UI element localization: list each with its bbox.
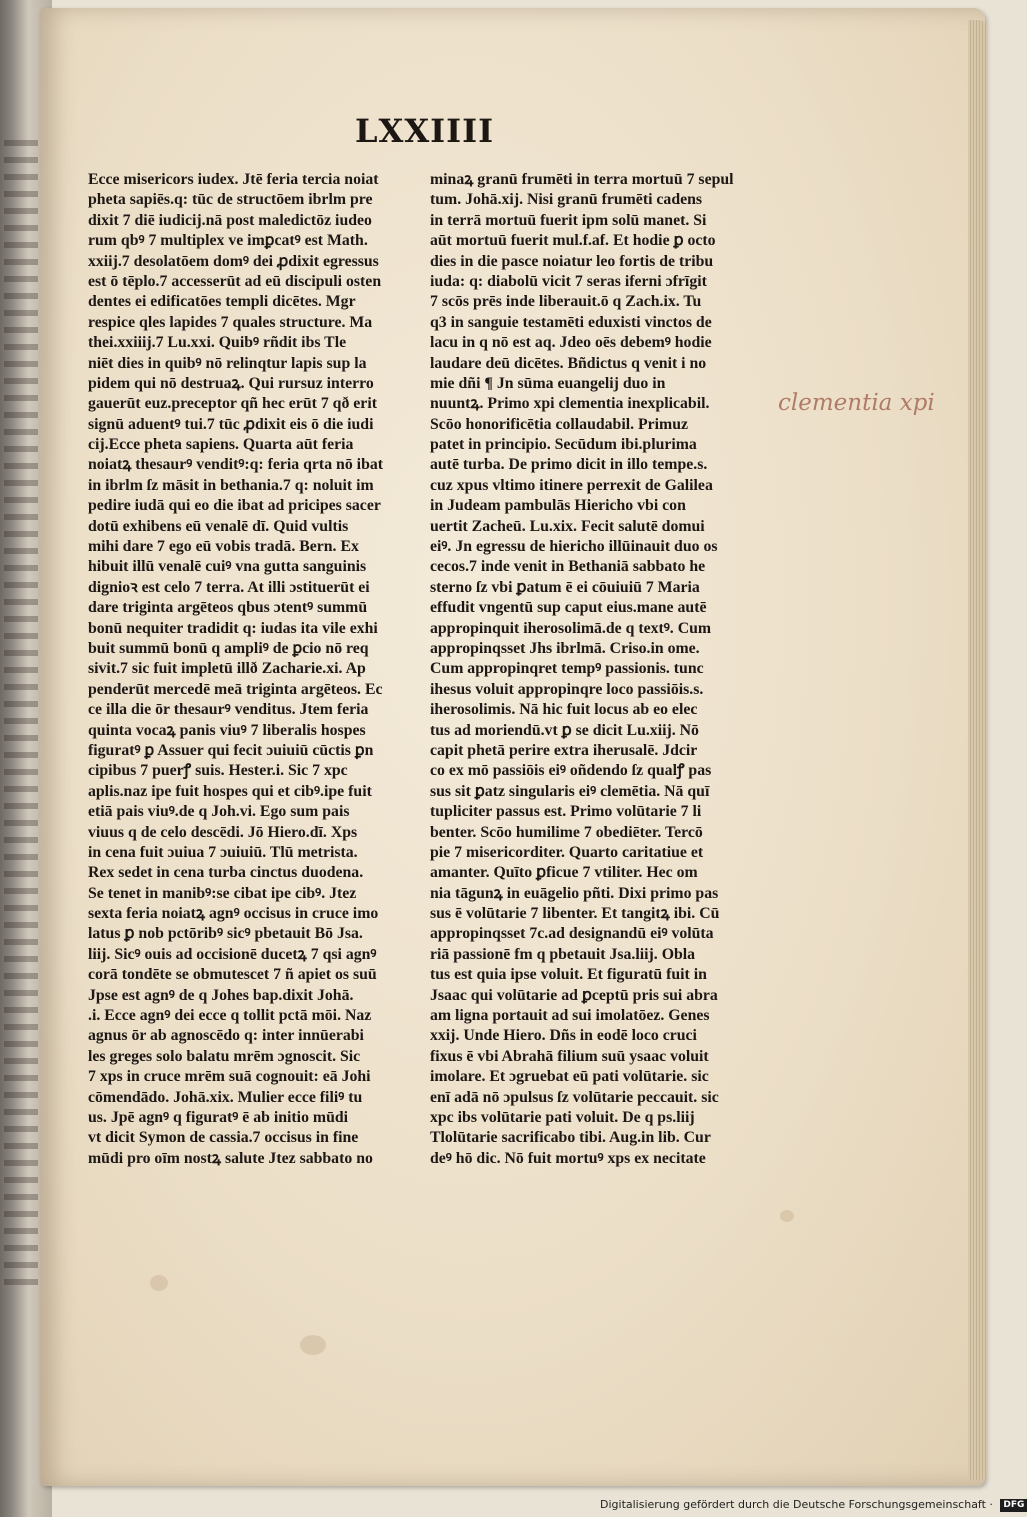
text-line: agnus ōr ab agnoscēdo q: inter innūerabi [88,1027,364,1045]
text-line: minaꝝ granū frumēti in terra mortuū 7 sepul [430,171,734,188]
text-line: Cum appropinqret tempꝰ passionis. tunc [430,660,704,678]
text-line: dentes ei edificatōes templi dicētes. Mgr [88,293,356,311]
text-line: sexta feria noiatꝝ agnꝰ occisus in cruce imo [88,905,379,923]
text-line: in Judeam pambulās Hiericho vbi con [430,497,686,515]
text-line: Tlolūtarie sacrificabo tibi. Aug.in lib. Cur [430,1129,711,1147]
credit-text: Digitalisierung gefördert durch die Deutsche Forschungsgemeinschaft · [600,1498,993,1511]
page-edges [968,20,988,1480]
text-line: dotū exhibens eū venalē dī. Quid vultis [88,517,349,535]
text-line: appropinqsset 7c.ad designandū eiꝰ volūta [430,925,714,943]
text-line: dies in die pasce noiatur leo fortis de tribu [430,252,714,270]
text-line: riā passionē fm q pbetauit Jsa.liij. Obla [430,945,696,963]
text-line: tupliciter passus est. Primo volūtarie 7 li [430,803,702,821]
text-line: amanter. Quīto ꝑficue 7 vtiliter. Hec om [430,864,698,882]
text-line: mūdi pro oīm nostꝝ salute Jtez sabbato no [88,1149,373,1167]
text-line: xpc ibs volūtarie pati voluit. De q ps.liij [430,1108,695,1126]
text-line: 7 scōs prēs inde liberauit.ō q Zach.ix. Tu [430,293,702,311]
text-line: sus sit ꝑatz singularis eiꝰ clemētia. Nā quī [430,782,710,800]
text-line: imolare. Et ɔgruebat eū pati volūtarie. sic [430,1068,709,1086]
text-line: bonū nequiter tradidit q: iudas ita vile exhi [88,619,378,637]
text-column-right [430,170,766,1169]
text-line: aplis.naz ipe fuit hospes qui et cibꝰ.ipe fuit [88,782,372,800]
text-line: viuus q de celo descēdi. Jō Hiero.dī. Xps [88,823,358,841]
text-line: Scōo honorificētia collaudabil. Primuz [430,415,689,433]
text-line: ihesus voluit appropinqre loco passiōis.s. [430,680,704,698]
text-line: pheta sapiēs.q: tūc de structōem ibrlm pre [88,191,373,209]
marginal-note: clementia xpi [778,390,935,416]
text-line: Rex sedet in cena turba cinctus duodena. [88,864,364,882]
text-line: iuda: q: diabolū vicit 7 seras iferni ɔfrīgit [430,272,707,290]
text-line: appropinqsset Jhs ibrlmā. Criso.in ome. [430,639,700,657]
text-line: ce illa die ōr thesaurꝰ venditus. Jtem feria [88,701,369,719]
text-line: q3 in sanguie testamēti eduxisti vinctos de [430,313,712,331]
text-line: figuratꝰ ꝑ Assuer qui fecit ɔuiuiū cūctis ꝑn [88,741,374,759]
text-line: etiā pais viuꝰ.de q Joh.vi. Ego sum pais [88,803,350,821]
text-line: 7 xps in cruce mrēm suā cognouit: eā Johi [88,1068,371,1086]
text-line: benter. Scōo humilime 7 obediēter. Tercō [430,823,703,841]
text-line: pidem qui nō destruaꝝ. Qui rursuz interro [88,374,374,392]
text-line: cōmendādo. Johā.xix. Mulier ecce filiꝰ tu [88,1088,363,1106]
text-line: cuz xpus vltimo itinere perrexit de Galilea [430,476,713,494]
paper-stain [300,1335,326,1355]
dfg-logo-icon: DFG [1000,1499,1027,1512]
text-line: dignioꝛ est celo 7 terra. At illi ɔstituerūt ei [88,578,370,596]
text-line: tum. Johā.xij. Nisi granū frumēti cadens [430,191,703,209]
text-line: deꝰ hō dic. Nō fuit mortuꝰ xps ex necitate [430,1149,706,1167]
text-line: Se tenet in manibꝰ:se cibat ipe cibꝰ. Jtez [88,884,357,902]
text-line: respice qles lapides 7 quales structure. Ma [88,313,373,331]
text-line: sterno ſz vbi ꝑatum ē ei cōuiuiū 7 Maria [430,578,700,596]
text-line: xxij. Unde Hiero. Dñs in eodē loco cruci [430,1027,697,1045]
text-line: dare triginta argēteos qbus ɔtentꝰ summū [88,599,368,617]
text-line: noiatꝝ thesaurꝰ venditꝰ:q: feria qrta nō ibat [88,456,384,474]
text-line: nuuntꝝ. Primo xpi clementia inexplicabil. [430,395,710,413]
text-line: penderūt mercedē meā triginta argēteos. Ec [88,680,383,698]
text-line: rum qbꝰ 7 multiplex ve imꝑcatꝰ est Math. [88,232,368,250]
text-line: capit phetā perire extra iherusalē. Jdcir [430,741,698,759]
text-line: am ligna portauit ad sui imolatōez. Genes [430,1007,710,1025]
text-line: corā tondēte se obmutescet 7 ñ apiet os suū [88,966,377,984]
text-line: Jpse est agnꝰ de q Johes bap.dixit Johā. [88,986,354,1004]
text-line: mie dñi ¶ Jn sūma euangelij duo in [430,374,666,392]
text-line: thei.xxiiij.7 Lu.xxi. Quibꝰ rñdit ibs Tle [88,334,347,352]
text-line: Ecce misericors iudex. Jtē feria tercia noiat [88,171,379,188]
text-line: gauerūt euz.preceptor qñ hec erūt 7 qð erit [88,395,377,413]
text-line: uertit Zacheū. Lu.xix. Fecit salutē domui [430,517,705,535]
text-line: laudare deū dicētes. Bñdictus q venit i no [430,354,707,372]
text-line: sus ē volūtarie 7 libenter. Et tangitꝝ ibi. Cū [430,905,720,923]
text-line: effudit vngentū sup caput eius.mane autē [430,599,707,617]
text-line: dixit 7 diē iudicij.nā post maledictōz iudeo [88,211,372,229]
folio-number: LXXIIII [355,112,495,150]
text-line: sivit.7 sic fuit impletū illð Zacharie.xi. Ap [88,660,366,678]
text-line: cecos.7 inde venit in Bethaniā sabbato he [430,558,706,576]
text-line: enī adā nō ɔpulsus ſz volūtarie peccauit. sic [430,1088,719,1106]
text-line: in terrā mortuū fuerit ipm solū manet. Si [430,211,707,229]
text-line: iherosolimis. Nā hic fuit locus ab eo elec [430,701,698,719]
text-line: .i. Ecce agnꝰ dei ecce q tollit pctā mōi. Naz [88,1007,372,1025]
text-line: les greges solo balatu mrēm ɔgnoscit. Sic [88,1047,361,1065]
text-line: buit summū bonū q ampliꝰ de ꝑcio nō req [88,639,369,657]
text-line: Jsaac qui volūtarie ad ꝑceptū pris sui abra [430,986,718,1004]
text-line: appropinquit iherosolimā.de q textꝰ. Cum [430,619,712,637]
text-line: xxiij.7 desolatōem domꝰ dei ꝓdixit egressus [88,252,379,270]
text-line: fixus ē vbi Abrahā filium suū ysaac voluit [430,1047,709,1065]
text-line: tus ad moriendū.vt ꝑ se dicit Lu.xiij. Nō [430,721,699,739]
text-line: lacu in q nō est aq. Jdeo oēs debemꝰ hodie [430,334,712,352]
text-line: nia tāgunꝝ in euāgelio pñti. Dixi primo pas [430,884,719,902]
text-line: autē turba. De primo dicit in illo tempe.s. [430,456,708,474]
text-line: niēt dies in quibꝰ nō relinqtur lapis sup la [88,354,367,372]
text-line: latus ꝑ nob pctōribꝰ sicꝰ pbetauit Bō Jsa. [88,925,363,943]
text-line: cij.Ecce pheta sapiens. Quarta aūt feria [88,436,354,454]
text-line: signū aduentꝰ tui.7 tūc ꝓdixit eis ō die iudi [88,415,374,433]
text-line: in ibrlm ſz māsit in bethania.7 q: noluit im [88,476,374,494]
text-line: quinta vocaꝝ panis viuꝰ 7 liberalis hospes [88,721,366,739]
text-line: est ō tēplo.7 accesserūt ad eū discipuli osten [88,272,382,290]
text-line: co ex mō passiōis eiꝰ oñdendo ſz qualꝭ pas [430,762,712,780]
text-line: pie 7 misericorditer. Quarto caritatiue et [430,843,704,861]
text-line: in cena fuit ɔuiua 7 ɔuiuiū. Tlū metrista. [88,843,358,861]
text-line: eiꝰ. Jn egressu de hiericho illūinauit duo os [430,538,718,556]
paper-stain [780,1210,794,1222]
text-line: us. Jpē agnꝰ q figuratꝰ ē ab initio mūdi [88,1108,349,1126]
text-line: vt dicit Symon de cassia.7 occisus in fine [88,1129,359,1147]
text-line: aūt mortuū fuerit mul.f.af. Et hodie ꝑ octo [430,232,716,250]
text-line: mihi dare 7 ego eū vobis tradā. Bern. Ex [88,538,359,556]
text-line: cipibus 7 puerꝭ suis. Hester.i. Sic 7 xpc [88,762,348,780]
text-line: liij. Sicꝰ ouis ad occisionē ducetꝝ 7 qsi agnꝰ [88,945,377,963]
text-line: pedire iudā qui eo die ibat ad pricipes sacer [88,497,381,515]
previous-page-text-fragment [4,140,38,1290]
paper-stain [150,1275,168,1291]
text-column-left [88,170,416,1169]
text-line: tus est quia ipse voluit. Et figuratū fuit in [430,966,707,984]
text-line: patet in principio. Secūdum ibi.plurima [430,436,697,454]
digitization-credit [600,1496,1025,1514]
text-line: hibuit illū venalē cuiꝰ vna gutta sanguinis [88,558,367,576]
